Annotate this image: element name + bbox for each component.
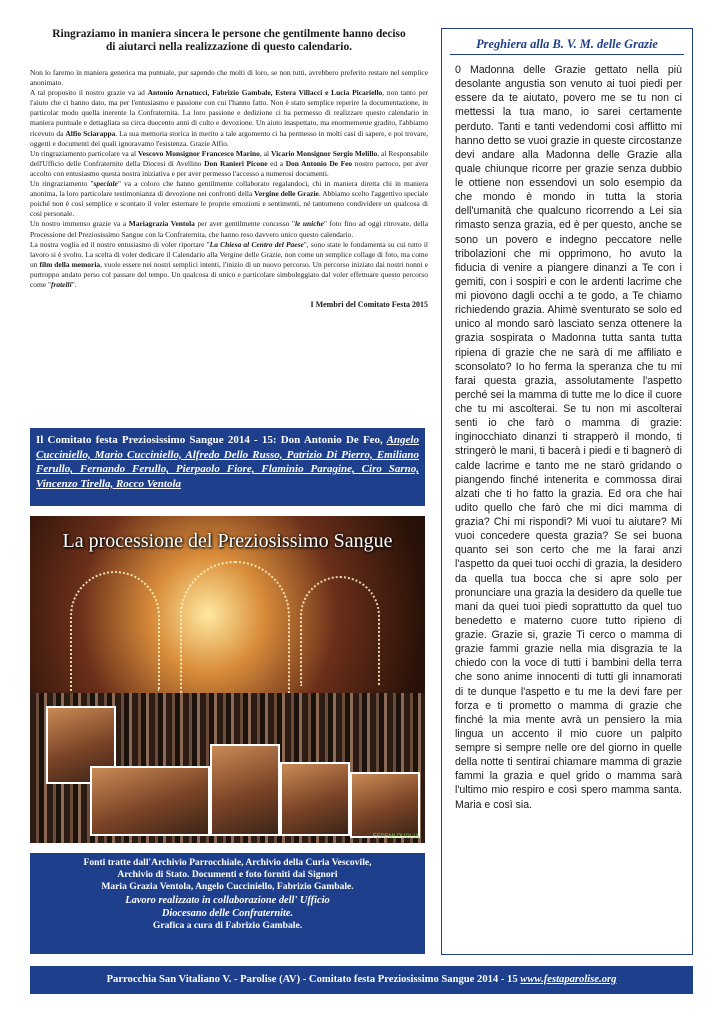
inset-photo [280,762,350,836]
inset-photo [350,772,420,838]
sources-line: Fonti tratte dall'Archivio Parrocchiale, Archivio della Curia Vescovile, [83,857,372,868]
prayer-text: 0 Madonna delle Grazie gettato nella più desolante angustia son venuto ai tuoi piedi per essere da te aiutato, povero me se tu non ci mettessi la tua mano, io sarei certamente perduto. Tanti e tanti vedendomi così afflitto mi hanno detto se vuoi grazie in queste circostanze devi andare alla Madonna delle Grazie alla quale chiunque ricorre per grazie senza dubbio le ottiene non essendovi un solo esempio da che mondo è mondo in tutta la storia dell'umanità che qualcuno ricorrendo a Lei sia rimasto senza grazia, ed è per questo, anche se sono un povero e indegno peccatore nelle tribolazioni che mi opprimono, ho avuto la fiducia di venire a piangere dinanzi a Te con i gemiti, con i sospiri e con le ardenti lacrime che mi piovono dagli occhi a te godo, a Te chiamo richiedendo grazia. Ahimè sventurato se solo ed unico al mondo sarò lasciato senza ottenere la grazia sospirata o Madonna tutta santa tutta ripiena di grazie che ne sarà di me affiliato e sconsolato? Io ho ferma la speranza che tu mi farai questa grazia, assolutamente l'aspetto perché sei la mamma di tutte me lo dice il cuore che tu mi ascolterai. Se tu non mi ascolterai senti io che farò o mamma di grazie: inginocchiato dinanzi ti strapperò il mondo, ti stringerò le mani, ti bacerà i piedi e ti bagnerò di calde lacrime e tanto me ne starò gridando o piangendo finché intenerita e commossa dirai alzati che ti ho fatto la grazia. Ed ora che hai udito quello che farò che mi dici mamma di grazia? Chi mi rispondi? Mi vuoi tu aiutare? Mi vuoi concedere questa grazia? Se sei buona quanto sei son certo che me la farai anzi l'aspetto da quei tuoi occhi di grazia, la desidero da quella tua bocca che si apre solo per pronunciare una grazia la desidero da quelle tue mani da quei tuoi piedi soprattutto da quel tuo benedetto e materno cuore tutto ripieno di grazie. Grazie si, grazie Ti cerco o mamma di grazie fammi grazie nella mia disgrazia te la chiedo con la voce di tutti i bambini della terra che sono anime innocenti di tutti gli innamorati di te dunque l'aspetto e tu me la devi fare per forza e ti prometto o mamma di grazie che finché la mia mente avrà un pensiero la mia lingua un accento il mio cuore un palpito sempre si sempre nelle ore del giorno in quelle della notte ti sentirai chiamare mamma di grazie fammi la grazia e quel grido o mamma sarà l'ultimo mio respiro e così spero mamma santa. Maria e così sia. [455,64,682,811]
thanks-paragraph: A tal proposito il nostro grazie va ad Antonio Arnatucci, Fabrizio Gambale, Estera Villacci e Lucia Picariello, non tanto per l'aiuto che ci hanno dato, ma per l'entusiasmo e passione con cui l'hanno fatto. Non è stato semplice reperire la documentazione, in particolar modo quella inerente la Confraternita. La loro passione e dedizione ci ha permesso di realizzare questo calendario in maniera puntuale e dettagliata su circa duecento anni di culto e devozione. Un aiuto inaspettato, ma enormemente gradito, l'abbiamo ricevuto da Alfio Sciarappa. La sua memoria storica in merito a tale argomento ci ha permesso in molti casi di sapere, e poi trovare, oggetti e documenti dei quali ignoravamo l'esistenza. Grazie Alfio. [30,88,428,148]
thanks-section [30,28,428,309]
thanks-paragraph: Non lo faremo in maniera generica ma puntuale, pur sapendo che molti di loro, se non tutti, avrebbero preferito restare nel semplice anonimato. [30,68,428,88]
sources-line: Archivio di Stato. Documenti e foto forniti dai Signori [117,869,338,881]
lights-arch [70,571,160,691]
thanks-title-line2: di aiutarci nella realizzazione di questo calendario. [105,41,353,53]
sources-line: Lavoro realizzato in collaborazione dell' Ufficio [125,894,330,906]
sources-line: Maria Grazia Ventola, Angelo Cucciniello, Fabrizio Gambale. [101,881,354,893]
inset-photo [90,766,210,836]
lights-arch [300,576,380,686]
thanks-paragraph: Un ringraziamento "speciale" va a coloro che hanno gentilmente collaborato regalandoci, chi in maniera diretta chi in maniera anonima, la loro particolare testimonianza di devozione nei confronti della Vergine delle Grazie. Abbiamo scelto l'aggettivo speciale poiché non è così semplice e scontato il voler esternare le proprie emozioni e sentimenti, né tantomeno condividere un qualcosa di così personale. [30,179,429,219]
committee-box [30,428,425,506]
committee-signature: I Membri del Comitato Festa 2015 [310,300,428,310]
procession-photo [30,516,425,843]
inset-photo [210,744,280,836]
sources-box [30,853,425,954]
footer-website-link[interactable]: www.festaparolise.org [520,974,617,985]
footer-text: Parrocchia San Vitaliano V. - Parolise (AV) - Comitato festa Preziosissimo Sangue 2014 - 15 [106,974,518,985]
prayer-title: Preghiera alla B. V. M. delle Grazie [450,35,684,55]
sources-line: Diocesano delle Confraternite. [161,907,294,919]
thanks-title-line1: Ringraziamo in maniera sincera le persone che gentilmente hanno deciso [52,28,406,40]
committee-lead: Il Comitato festa Preziosissimo Sangue 2014 - 15: Don Antonio De Feo, [36,434,383,446]
thanks-paragraph: Un ringraziamento particolare va al Vescovo Monsignor Francesco Marino, al Vicario Monsignor Sergio Melillo, al Responsabile dell'Ufficio delle Confraternite della Diocesi di Avellino Don Ranieri Picone ed a Don Antonio De Feo nostro parroco, per aver accolto con entusiasmo questa nostra iniziativa e per aver permesso l'accesso a numerosi documenti. [30,148,428,178]
photo-title: La processione del Preziosissimo Sangue [62,530,393,552]
committee-members: Angelo Cucciniello, Mario Cucciniello, Alfredo Dello Russo, Patrizio Di Pierro, Emiliano Ferullo, Fernando Ferullo, Pierpaolo Fiore, Flaminio Paragine, Ciro Sarno, Vincenzo Tirella, Rocco Ventola [36,434,419,490]
photo-credit: FEDEMI PUGLIA [372,834,419,840]
thanks-paragraph: Un nostro immenso grazie va a Mariagrazia Ventola per aver gentilmente concesso "le uniche" foto fino ad oggi ritrovate, della Processione del Preziosissimo Sangue con la Confraternita, che hanno reso davvero unico questo calendario. [30,219,428,239]
thanks-body [30,68,428,290]
thanks-title [36,28,422,54]
thanks-paragraph: La nostra voglia ed il nostro entusiasmo di voler riportare "La Chiesa al Centro del Paese", sono state le fondamenta su cui tutto il lavoro si è svolto. La scelta di voler dedicare il Calendario alla Vergine delle Grazie, non come un semplice collage di foto, ma come un film della memoria, vuole essere nei nostri semplici intenti, l'inizio di un nuovo percorso. Un percorso iniziato dai nostri nonni e purtroppo andato perso col passare del tempo. Un qualcosa di unico e particolare simboleggiato dal voler effettuare questo percorso come "fratelli". [30,239,429,289]
prayer-panel [441,28,693,955]
lights-arch [180,561,290,696]
footer-bar [30,966,693,994]
sources-line: Grafica a cura di Fabrizio Gambale. [152,919,303,931]
